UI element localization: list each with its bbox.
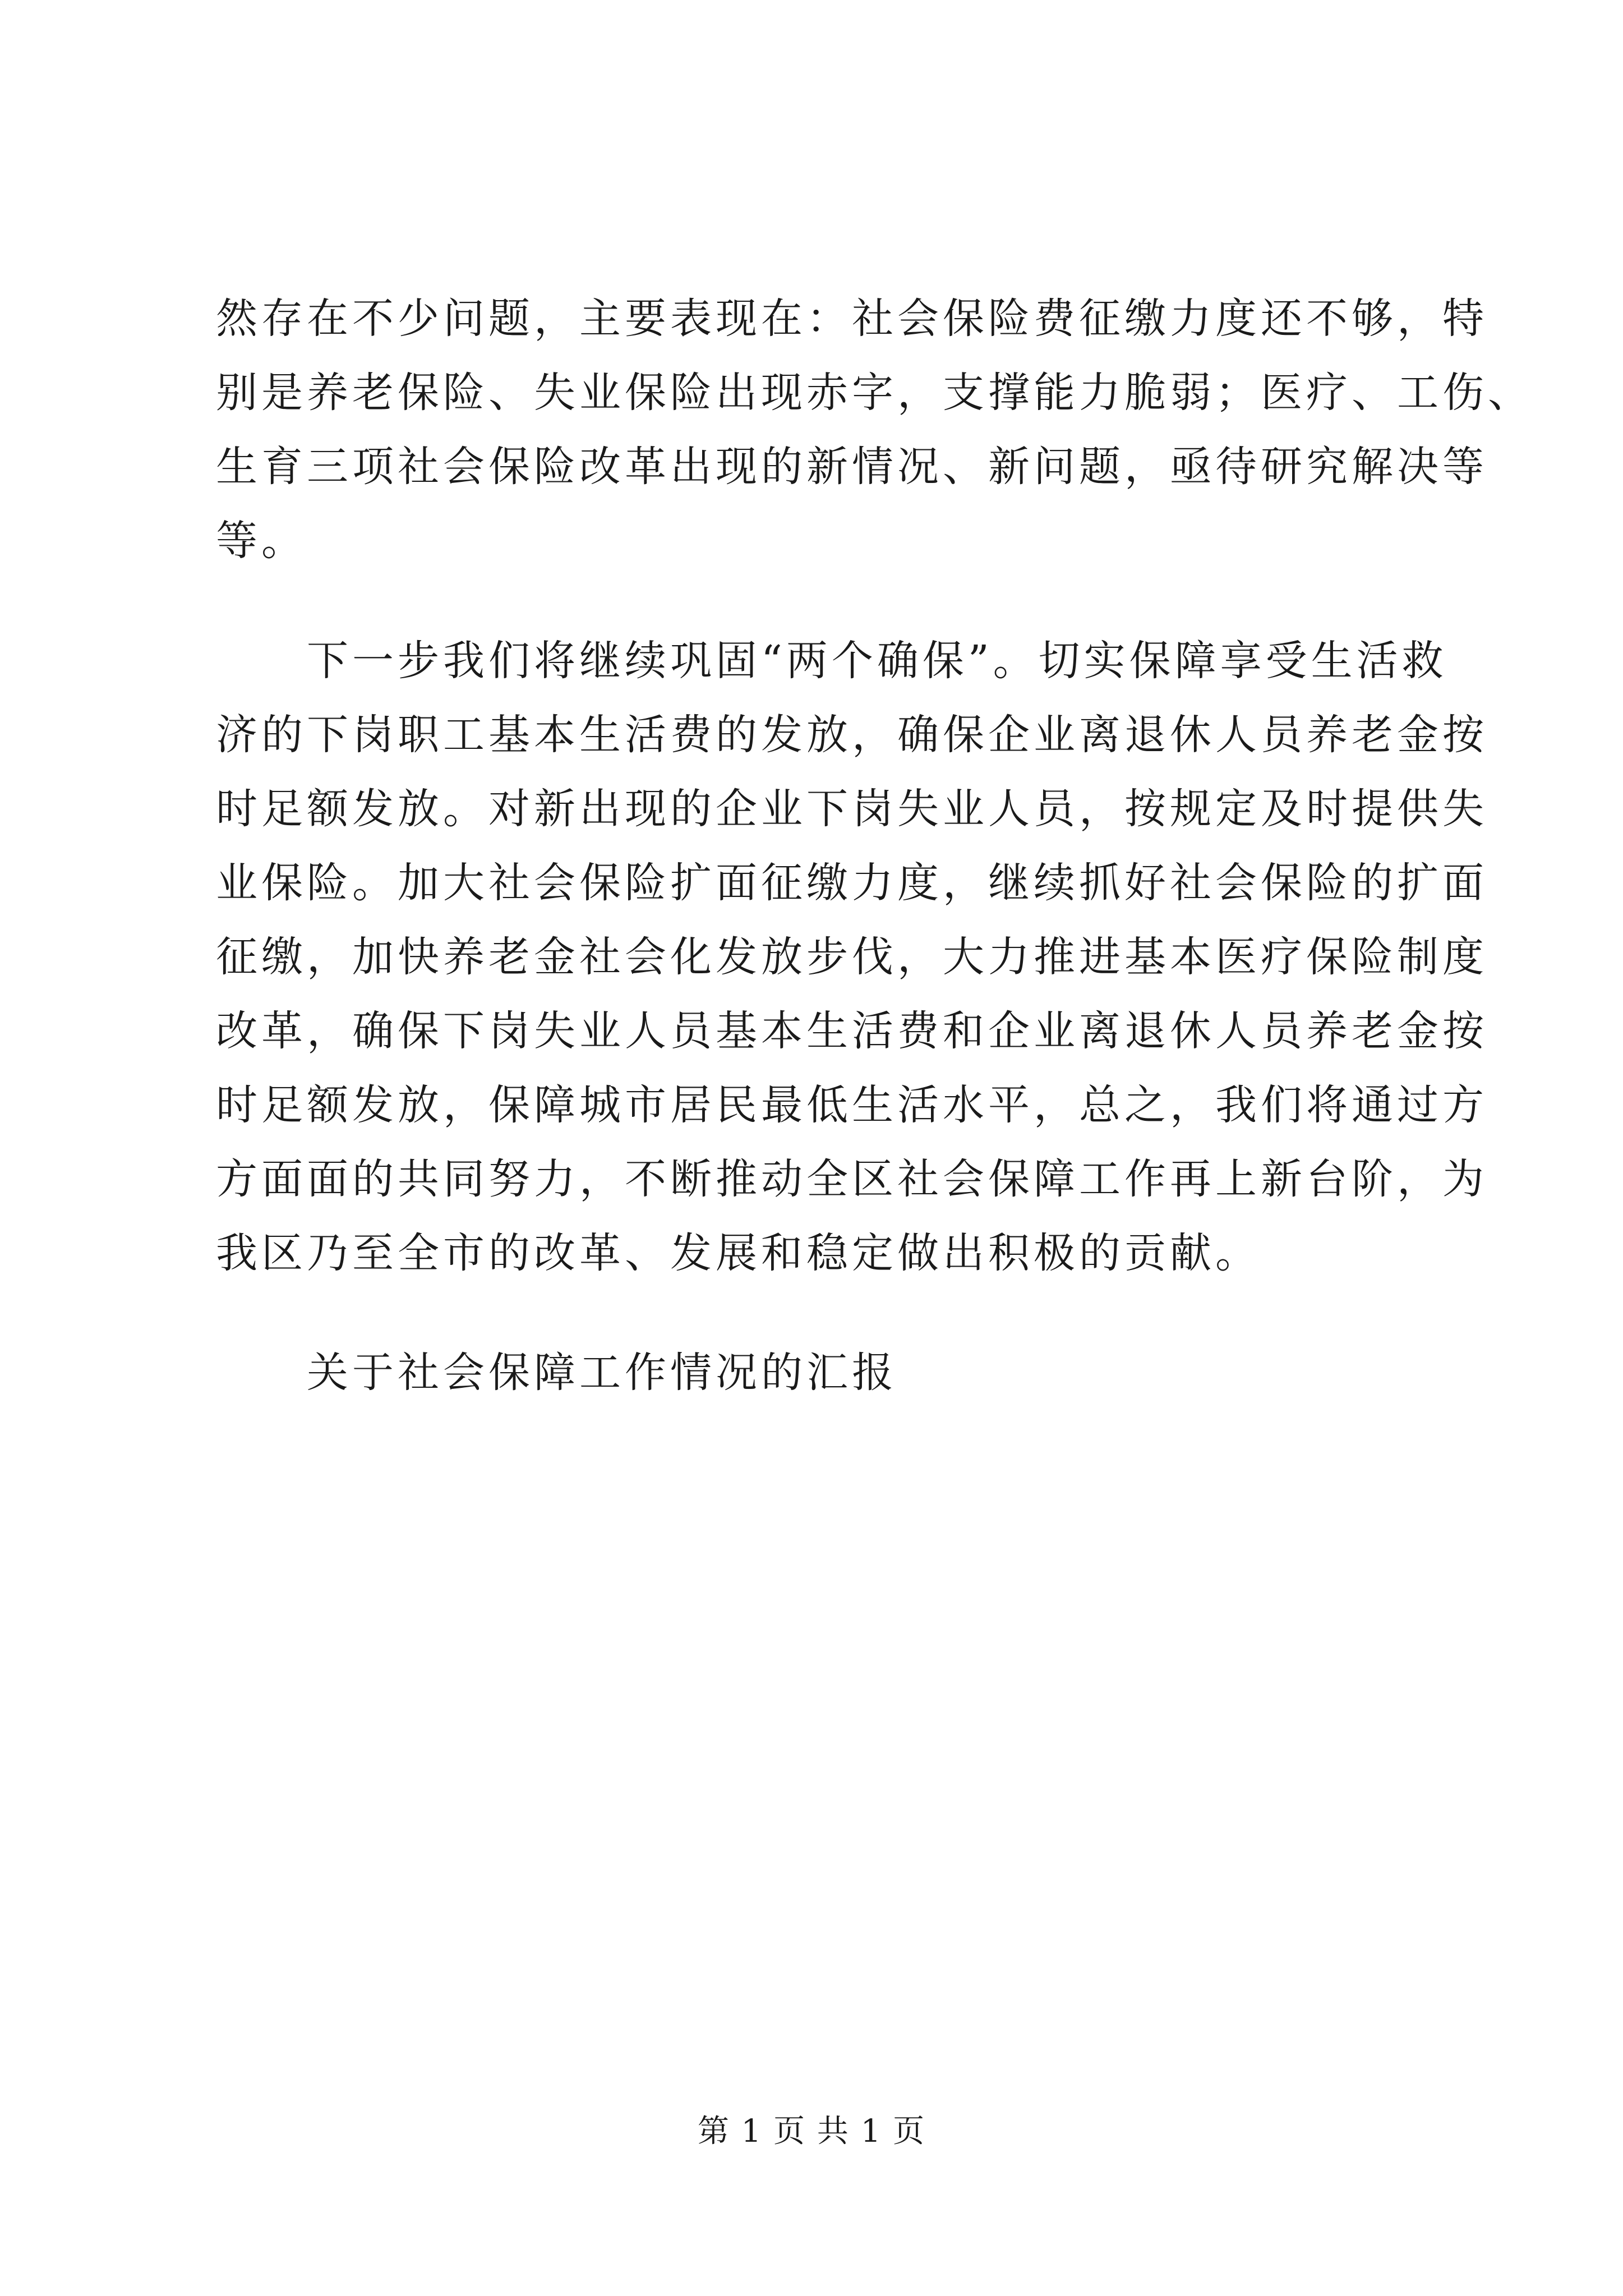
body-text-line: 然存在不少问题，主要表现在：社会保险费征缴力度还不够，特	[216, 295, 1488, 343]
body-text-line: 等。	[216, 517, 307, 565]
page-number-footer: 第 1 页 共 1 页	[697, 2113, 926, 2150]
body-text-line: 业保险。加大社会保险扩面征缴力度，继续抓好社会保险的扩面	[216, 859, 1488, 907]
body-text-line: 时足额发放，保障城市居民最低生活水平，总之，我们将通过方	[216, 1081, 1488, 1129]
body-text-line: 征缴，加快养老金社会化发放步伐，大力推进基本医疗保险制度	[216, 933, 1488, 981]
body-text-line: 济的下岗职工基本生活费的发放，确保企业离退休人员养老金按	[216, 711, 1488, 759]
body-text-line: 下一步我们将继续巩固“两个确保”。切实保障享受生活救	[216, 637, 1447, 685]
body-text-line: 生育三项社会保险改革出现的新情况、新问题，亟待研究解决等	[216, 443, 1488, 491]
body-text-line: 方面面的共同努力，不断推动全区社会保障工作再上新台阶，为	[216, 1155, 1488, 1203]
body-text-line: 别是养老保险、失业保险出现赤字，支撑能力脆弱；医疗、工伤、	[216, 369, 1533, 417]
body-text-line: 时足额发放。对新出现的企业下岗失业人员，按规定及时提供失	[216, 785, 1488, 833]
body-text-line: 改革，确保下岗失业人员基本生活费和企业离退休人员养老金按	[216, 1007, 1488, 1055]
body-text-line: 我区乃至全市的改革、发展和稳定做出积极的贡献。	[216, 1229, 1261, 1277]
document-title-line: 关于社会保障工作情况的汇报	[216, 1349, 897, 1397]
